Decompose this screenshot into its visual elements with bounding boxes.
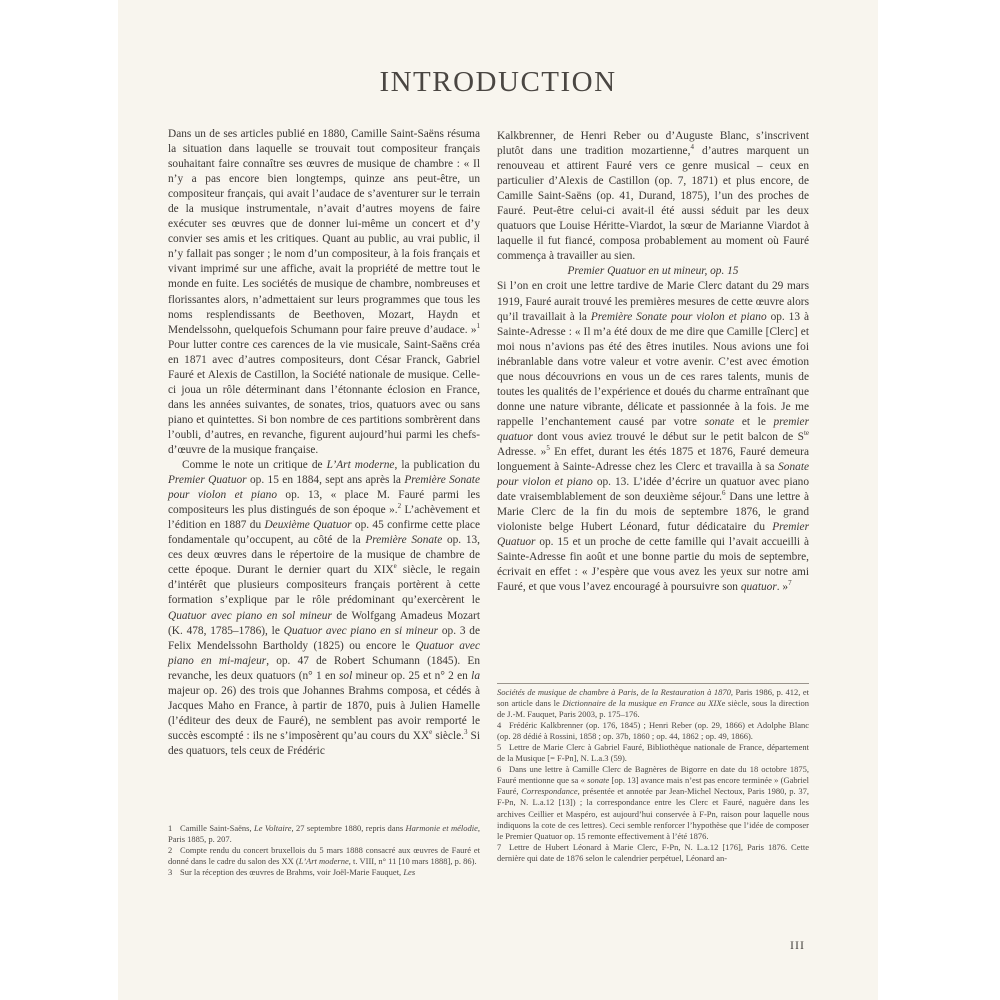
footnote-ref: 7 (788, 579, 792, 588)
footnote: Sociétés de musique de chambre à Paris, de la Restauration à 1870, Paris 1986, p. 412, et son article dans le Dictionnaire de la musique en France au XIXe siècle, sous la direction de J.-M. Fauquet, Paris 2003, p. 175–176. (497, 687, 809, 720)
footnotes-right (497, 683, 809, 864)
paragraph: Kalkbrenner, de Henri Reber ou d’Auguste Blanc, s’inscrivent plutôt dans une tradition mozartienne,$^4$ d’autres marquent un renouveau et attirent Fauré vers ce genre musical – ceux en particulier d’Alexis de Castillon (op. 7, 1871) et plus encore, de Camille Saint-Saëns (op. 41, Durand, 1875), l’un des proches de Fauré. Peut-être celui-ci avait-il été aussi séduit par les deux quatuors que Louise Héritte-Viardot, la sœur de Marianne Viardot à laquelle il fut fiancé, composa probablement au moment où Fauré commença à travailler au sien. (497, 130, 809, 263)
right-column (497, 129, 809, 595)
section-heading: Premier Quatuor en ut mineur, op. 15 (567, 265, 739, 278)
page-title: INTRODUCTION (379, 66, 617, 98)
document-page (118, 0, 878, 1000)
footnote: 3 Sur la réception des œuvres de Brahms, voir Joël-Marie Fauquet, Les (168, 867, 416, 878)
footnote-ref: 6 (722, 489, 726, 498)
footnotes-left (168, 823, 480, 878)
page-number: III (790, 938, 805, 952)
footnote-ref: 3 (464, 728, 468, 737)
paragraph: Dans un de ses articles publié en 1880, Camille Saint-Saëns résuma la situation dans laquelle se trouvait tout compositeur français souhaitant faire connaître ses œuvres de musique de chambre : « Il n’y a pas encore bien longtemps, quinze ans peut-être, un compositeur français, qui avait l’audace de s’aventurer sur le terrain de la musique instrumentale, n’avait d’autres moyens de faire exécuter ses œuvres que de donner lui-même un concert et d’y convier ses amis et les critiques. Quant au public, au vrai public, il n’y fallait pas songer ; le nom d’un compositeur, à la fois français et vivant imprimé sur une affiche, avait la propriété de mettre tout le monde en fuite. Les sociétés de musique de chambre, nombreuses et florissantes alors, n’admettaient sur leurs programmes que tous les noms resplendissants de Beethoven, Mozart, Haydn et Mendelssohn, quelquefois Schumann pour faire preuve d’audace. »$^1$ Pour lutter contre ces carences de la vie musicale, Saint-Saëns créa en 1871 avec d’autres compositeurs, dont César Franck, Gabriel Fauré et Alexis de Castillon, la Société nationale de musique. Celle-ci joua un rôle déterminant dans l’étonnante éclosion en France, dans les années suivantes, de sonates, trios, quatuors avec ou sans piano et quintettes. Si bon nombre de ces partitions sombrèrent dans l’oubli, d’autres, en revanche, figurent aujourd’hui parmi les chefs-d’œuvre de la musique française. (168, 128, 480, 456)
paragraph: Si l’on en croit une lettre tardive de Marie Clerc datant du 29 mars 1919, Fauré aurait trouvé les premières mesures de cette œuvre alors qu’il travaillait à la Première Sonate pour violon et piano op. 13 à Sainte-Adresse : « Il m’a été doux de me dire que Camille [Clerc] et moi nous n’avions pas été des êtres inutiles. Nous avions une foi inébranlable dans votre valeur et votre avenir. C’est avec émotion que nous découvrions en vous un de ces rares talents, munis de toutes les qualités de l’expérience et doués du charme entraînant que donne une nature vibrante, délicate et passionnée à la fois. Je me rappelle l’enchantement causé par votre sonate et le premier quatuor dont vous aviez trouvé le début sur le petit balcon de $S^{te}$ Adresse. »$^5$ En effet, durant les étés 1875 et 1876, Fauré demeura longuement à Sainte-Adresse chez les Clerc et travailla à sa Sonate pour violon et piano op. 13. L’idée d’écrire un quatuor avec piano date vraisemblablement de son deuxième séjour.$^6$ Dans une lettre à Marie Clerc de la fin du mois de septembre 1876, le grand violoniste belge Hubert Léonard, futur dédicataire du Premier Quatuor op. 15 et un proche de cette famille qui l’avait accueilli à Sainte-Adresse fin août et une bonne partie du mois de septembre, écrivait en effet : « J’espère que vous avez les yeux sur notre ami Fauré, et que vous l’avez encouragé à poursuivre son quatuor. »$^7$ (497, 280, 809, 594)
left-column (168, 127, 480, 759)
footnote: 7 Lettre de Hubert Léonard à Marie Clerc, F-Pn, N. L.a.12 [176], Paris 1876. Cette dernière qui date de 1876 selon le calendrier perpétuel, Léonard an- (497, 841, 809, 863)
footnote-ref: 2 (397, 502, 402, 511)
footnote-ref: 1 (476, 321, 480, 330)
footnote: 5 Lettre de Marie Clerc à Gabriel Fauré, Bibliothèque nationale de France, département de la Musique [= F-Pn], N. L.a.3 (59). (497, 742, 809, 764)
footnote: 6 Dans une lettre à Camille Clerc de Bagnères de Bigorre en date du 18 octobre 1875, Fauré mentionne que sa « sonate [op. 13] avance mais n’est pas encore terminée » (Gabriel Fauré, Correspondance, présentée et annotée par Jean-Michel Nectoux, Paris 1980, p. 37, F-Pn, N. L.a.12 [13]) ; la correspondance entre les Clerc et Fauré, naguère dans les archives Ceillier et Maspéro, est aujourd’hui conservée à F-Pn, raison pour laquelle nous indiquons la cote de ces lettres). Ceci semble renforcer l’hypothèse que l’idée de composer le Premier Quatuor op. 15 remonte effectivement à l’été 1876. (497, 764, 809, 841)
footnote: 4 Frédéric Kalkbrenner (op. 176, 1845) ; Henri Reber (op. 29, 1866) et Adolphe Blanc (op. 28 dédié à Rossini, 1858 ; op. 37b, 1860 ; op. 44, 1862 ; op. 49, 1866). (497, 720, 809, 742)
footnote-ref: 5 (546, 444, 550, 453)
footnote: 1 Camille Saint-Saëns, Le Voltaire, 27 septembre 1880, repris dans Harmonie et mélodie, Paris 1885, p. 207. (168, 823, 480, 845)
footnote-ref: 4 (690, 143, 694, 152)
footnote: 2 Compte rendu du concert bruxellois du 5 mars 1888 consacré aux œuvres de Fauré et donné dans le cadre du salon des XX (L’Art moderne, t. VIII, n° 11 [10 mars 1888], p. 86). (168, 845, 480, 867)
paragraph: Comme le note un critique de L’Art moderne, la publication du Premier Quatuor op. 15 en 1884, sept ans après la Première Sonate pour violon et piano op. 13, « place M. Fauré parmi les compositeurs les plus distingués de son époque ».$^2$ L’achèvement et l’édition en 1887 du Deuxième Quatuor op. 45 confirme cette place fondamentale qu’occupent, au côté de la Première Sonate op. 13, ces deux œuvres dans le répertoire de la musique de chambre de cette époque. Durant le dernier quart du XIXe siècle, le regain d’intérêt que plusieurs compositeurs français portèrent à cette formation s’explique par le rôle prédominant qu’exercèrent le Quatuor avec piano en sol mineur de Wolfgang Amadeus Mozart (K. 478, 1785–1786), le Quatuor avec piano en si mineur op. 3 de Felix Mendelssohn Bartholdy (1825) ou encore le Quatuor avec piano en mi-majeur, op. 47 de Robert Schumann (1845). En revanche, les deux quatuors (n° 1 en sol mineur op. 25 et n° 2 en la majeur op. 26) des trois que Johannes Brahms composa, et cédés à Jacques Maho en France, à partir de 1870, puis à Julien Hamelle (l’éditeur des deux de Fauré), ne semblent pas avoir remporté le succès escompté : ils ne s’imposèrent qu’au cours du XXe siècle.$^3$ Si des quatuors, tels ceux de Frédéric (168, 459, 481, 757)
